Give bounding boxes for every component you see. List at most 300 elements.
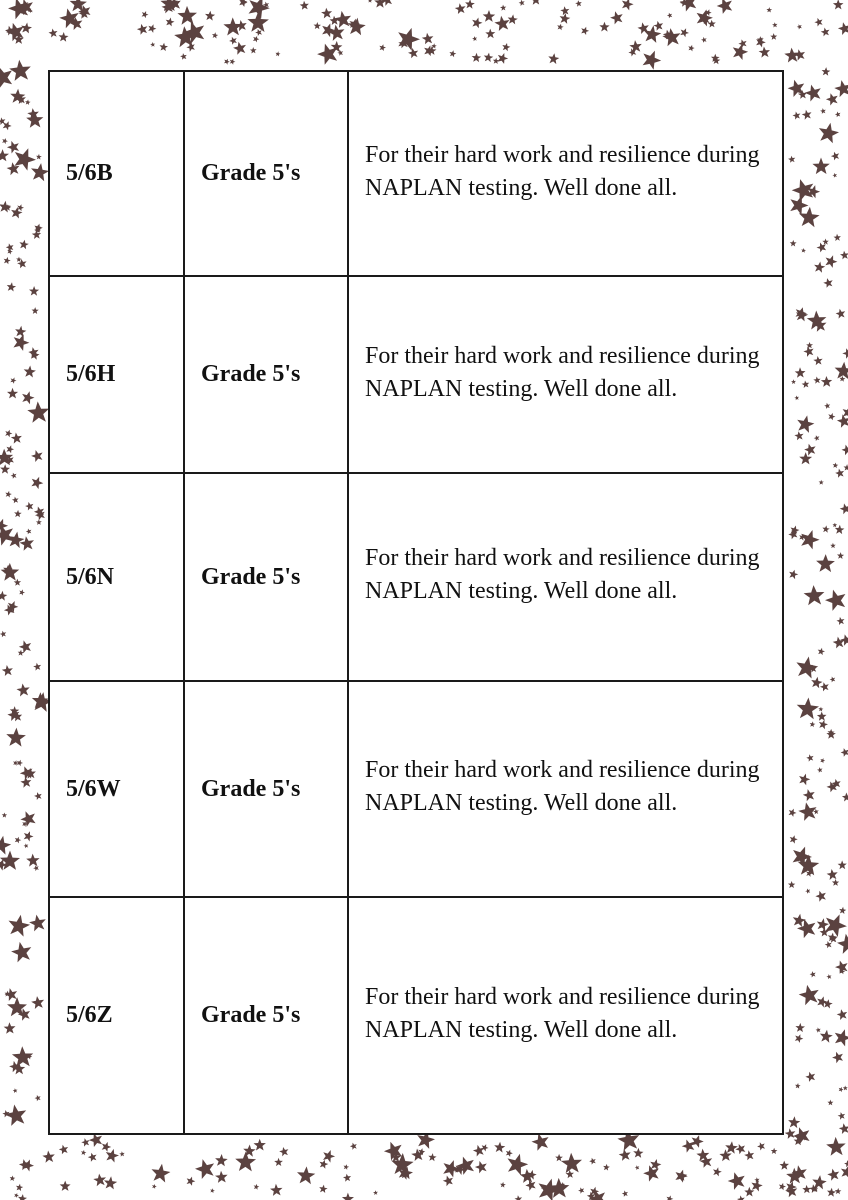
star-icon bbox=[11, 433, 22, 444]
star-icon bbox=[817, 712, 827, 721]
star-icon bbox=[766, 7, 772, 12]
star-icon bbox=[270, 1184, 283, 1196]
star-icon bbox=[738, 39, 746, 48]
star-icon bbox=[250, 47, 257, 54]
star-icon bbox=[368, 0, 373, 3]
star-icon bbox=[484, 53, 494, 63]
star-icon bbox=[25, 502, 33, 511]
star-icon bbox=[343, 1174, 351, 1182]
table-row bbox=[49, 681, 783, 897]
star-icon bbox=[827, 1169, 839, 1181]
star-icon bbox=[13, 1088, 18, 1093]
star-icon bbox=[842, 445, 848, 456]
star-icon bbox=[142, 11, 149, 18]
star-icon bbox=[836, 309, 846, 319]
star-icon bbox=[667, 1195, 674, 1200]
star-icon bbox=[14, 510, 22, 517]
star-icon bbox=[0, 201, 11, 213]
star-icon bbox=[708, 20, 716, 28]
star-icon bbox=[835, 362, 848, 380]
star-icon bbox=[15, 837, 21, 844]
star-icon bbox=[806, 342, 813, 348]
star-icon bbox=[384, 1142, 402, 1161]
star-icon bbox=[10, 377, 16, 383]
star-icon bbox=[20, 811, 35, 827]
star-icon bbox=[578, 1187, 584, 1193]
star-icon bbox=[36, 154, 42, 160]
star-icon bbox=[2, 813, 7, 818]
star-icon bbox=[813, 356, 822, 365]
star-icon bbox=[822, 239, 829, 245]
star-icon bbox=[7, 249, 12, 255]
star-icon bbox=[498, 53, 509, 64]
star-icon bbox=[166, 18, 175, 27]
table-row bbox=[49, 897, 783, 1134]
star-icon bbox=[7, 141, 19, 154]
star-icon bbox=[455, 3, 466, 14]
star-icon bbox=[210, 1188, 215, 1193]
star-icon bbox=[610, 11, 623, 24]
star-icon bbox=[802, 110, 812, 120]
star-icon bbox=[106, 1149, 119, 1163]
star-icon bbox=[834, 80, 848, 97]
star-icon bbox=[667, 13, 672, 19]
star-icon bbox=[322, 23, 335, 37]
star-icon bbox=[818, 648, 825, 655]
star-icon bbox=[0, 591, 7, 601]
star-icon bbox=[794, 431, 803, 440]
grade-cell: Grade 5's bbox=[184, 276, 348, 473]
star-icon bbox=[839, 1087, 844, 1092]
star-icon bbox=[408, 48, 418, 58]
star-icon bbox=[842, 793, 848, 802]
star-icon bbox=[104, 1176, 117, 1189]
star-icon bbox=[835, 112, 841, 118]
star-icon bbox=[735, 1144, 745, 1154]
star-icon bbox=[17, 684, 30, 697]
reason-line: NAPLAN testing. Well done all. bbox=[365, 578, 678, 604]
star-icon bbox=[19, 589, 25, 595]
reason-line: For their hard work and resilience during bbox=[365, 983, 760, 1010]
star-icon bbox=[575, 0, 582, 7]
star-icon bbox=[500, 5, 506, 11]
star-icon bbox=[7, 388, 18, 399]
star-icon bbox=[449, 50, 456, 57]
star-icon bbox=[662, 28, 680, 46]
star-icon bbox=[822, 525, 829, 532]
table-row bbox=[49, 473, 783, 681]
star-icon bbox=[253, 36, 259, 43]
star-icon bbox=[35, 1095, 41, 1101]
star-icon bbox=[838, 1112, 846, 1120]
class-name-cell: 5/6B bbox=[49, 71, 184, 276]
star-icon bbox=[794, 396, 799, 401]
star-icon bbox=[833, 0, 844, 9]
star-icon bbox=[830, 677, 836, 683]
star-icon bbox=[793, 112, 801, 120]
star-icon bbox=[254, 1184, 260, 1190]
star-icon bbox=[688, 45, 694, 52]
star-icon bbox=[4, 1022, 16, 1033]
star-icon bbox=[93, 1174, 106, 1187]
star-icon bbox=[589, 1158, 596, 1165]
star-icon bbox=[428, 1153, 436, 1161]
star-icon bbox=[795, 367, 806, 378]
star-icon bbox=[81, 1150, 86, 1156]
star-icon bbox=[195, 1159, 214, 1179]
star-icon bbox=[737, 1195, 745, 1200]
star-icon bbox=[682, 1140, 695, 1153]
star-icon bbox=[300, 1, 309, 10]
star-icon bbox=[815, 891, 826, 902]
star-icon bbox=[187, 1177, 196, 1186]
star-icon bbox=[796, 657, 818, 679]
star-icon bbox=[830, 543, 836, 548]
star-icon bbox=[21, 23, 32, 34]
star-icon bbox=[560, 13, 571, 24]
star-icon bbox=[29, 915, 46, 932]
reason-cell bbox=[348, 276, 783, 473]
star-icon bbox=[821, 376, 832, 387]
star-icon bbox=[2, 665, 13, 676]
star-icon bbox=[826, 974, 831, 979]
star-icon bbox=[456, 1157, 474, 1175]
star-icon bbox=[825, 941, 832, 948]
star-icon bbox=[629, 40, 642, 52]
star-icon bbox=[838, 22, 848, 35]
star-icon bbox=[36, 519, 42, 525]
star-icon bbox=[59, 32, 69, 42]
star-icon bbox=[2, 138, 8, 144]
star-icon bbox=[12, 497, 19, 504]
star-icon bbox=[255, 29, 262, 36]
star-icon bbox=[827, 1188, 836, 1197]
star-icon bbox=[713, 1167, 722, 1176]
star-icon bbox=[823, 999, 832, 1008]
star-icon bbox=[148, 24, 156, 33]
star-icon bbox=[555, 1154, 563, 1161]
star-icon bbox=[481, 1144, 488, 1151]
star-icon bbox=[802, 381, 810, 389]
star-icon bbox=[297, 1166, 315, 1184]
star-icon bbox=[733, 44, 748, 60]
star-icon bbox=[801, 530, 820, 549]
star-icon bbox=[472, 18, 482, 29]
star-icon bbox=[824, 403, 830, 409]
star-icon bbox=[31, 996, 44, 1009]
star-icon bbox=[344, 1164, 350, 1170]
star-icon bbox=[34, 792, 42, 800]
star-icon bbox=[119, 1151, 124, 1156]
star-icon bbox=[785, 1128, 796, 1139]
star-icon bbox=[443, 1176, 453, 1187]
star-icon bbox=[772, 22, 777, 27]
star-icon bbox=[820, 1030, 833, 1043]
star-icon bbox=[842, 348, 848, 359]
star-icon bbox=[506, 1150, 513, 1157]
star-icon bbox=[25, 100, 31, 106]
grade-cell: Grade 5's bbox=[184, 681, 348, 897]
star-icon bbox=[816, 1027, 821, 1032]
star-icon bbox=[26, 854, 39, 867]
class-name-cell: 5/6H bbox=[49, 276, 184, 473]
star-icon bbox=[532, 1133, 549, 1151]
star-icon bbox=[5, 491, 12, 498]
star-icon bbox=[820, 682, 829, 691]
star-icon bbox=[14, 1193, 19, 1198]
star-icon bbox=[483, 10, 496, 22]
star-icon bbox=[42, 1151, 54, 1163]
star-icon bbox=[465, 0, 475, 9]
star-icon bbox=[11, 473, 17, 479]
star-icon bbox=[508, 14, 518, 24]
star-icon bbox=[7, 282, 16, 291]
star-icon bbox=[485, 29, 495, 39]
star-icon bbox=[622, 1190, 628, 1196]
star-icon bbox=[833, 637, 845, 649]
star-icon bbox=[822, 67, 831, 76]
star-icon bbox=[539, 1179, 561, 1200]
star-icon bbox=[581, 27, 589, 35]
star-icon bbox=[494, 1142, 505, 1153]
star-icon bbox=[814, 435, 820, 441]
star-icon bbox=[215, 1154, 228, 1166]
class-name-cell: 5/6Z bbox=[49, 897, 184, 1134]
star-icon bbox=[88, 1153, 97, 1162]
star-icon bbox=[81, 1138, 89, 1147]
star-icon bbox=[314, 22, 322, 29]
star-icon bbox=[0, 149, 9, 161]
star-icon bbox=[32, 307, 39, 314]
star-icon bbox=[827, 1100, 833, 1106]
star-icon bbox=[224, 59, 230, 65]
star-icon bbox=[814, 18, 822, 27]
star-icon bbox=[650, 1159, 661, 1170]
star-icon bbox=[230, 59, 236, 65]
star-icon bbox=[791, 379, 796, 384]
star-icon bbox=[379, 44, 386, 51]
star-icon bbox=[24, 366, 36, 378]
star-icon bbox=[770, 33, 777, 40]
star-icon bbox=[27, 401, 49, 422]
star-icon bbox=[807, 311, 827, 330]
star-icon bbox=[374, 0, 386, 8]
star-icon bbox=[0, 66, 12, 88]
star-icon bbox=[472, 53, 482, 62]
star-icon bbox=[825, 914, 847, 937]
star-icon bbox=[844, 464, 848, 471]
star-icon bbox=[818, 707, 823, 712]
star-icon bbox=[771, 1148, 778, 1154]
star-icon bbox=[841, 1166, 848, 1179]
grade-cell: Grade 5's bbox=[184, 897, 348, 1134]
star-icon bbox=[89, 1133, 102, 1147]
star-icon bbox=[9, 915, 31, 937]
star-icon bbox=[102, 1142, 112, 1152]
star-icon bbox=[472, 36, 477, 41]
star-icon bbox=[494, 16, 509, 31]
star-icon bbox=[825, 255, 837, 268]
star-icon bbox=[838, 860, 847, 869]
star-icon bbox=[276, 51, 281, 56]
star-icon bbox=[29, 286, 39, 296]
star-icon bbox=[319, 1185, 327, 1193]
star-icon bbox=[797, 24, 802, 29]
star-icon bbox=[475, 1161, 487, 1174]
star-icon bbox=[806, 754, 813, 761]
star-icon bbox=[789, 809, 797, 817]
star-icon bbox=[725, 1141, 738, 1154]
star-icon bbox=[10, 1176, 16, 1182]
star-icon bbox=[759, 47, 770, 58]
star-icon bbox=[205, 11, 215, 21]
star-icon bbox=[827, 869, 838, 880]
star-icon bbox=[500, 1182, 506, 1188]
star-icon bbox=[817, 767, 823, 773]
star-icon bbox=[137, 24, 148, 35]
star-icon bbox=[0, 464, 10, 474]
star-icon bbox=[654, 21, 664, 31]
star-icon bbox=[643, 51, 662, 70]
star-icon bbox=[560, 6, 569, 15]
star-icon bbox=[5, 430, 12, 438]
star-icon bbox=[342, 1193, 354, 1200]
star-icon bbox=[840, 251, 848, 260]
star-icon bbox=[603, 1164, 610, 1171]
star-icon bbox=[619, 1149, 631, 1161]
star-icon bbox=[150, 42, 155, 47]
star-icon bbox=[805, 85, 821, 102]
star-icon bbox=[837, 1009, 848, 1020]
star-icon bbox=[802, 1185, 811, 1193]
star-icon bbox=[833, 523, 838, 528]
star-icon bbox=[22, 391, 34, 404]
star-icon bbox=[728, 1172, 745, 1190]
star-icon bbox=[795, 1083, 801, 1089]
star-icon bbox=[837, 617, 845, 625]
star-icon bbox=[837, 552, 844, 559]
star-icon bbox=[398, 28, 420, 51]
star-icon bbox=[804, 585, 825, 605]
star-icon bbox=[826, 730, 836, 739]
star-icon bbox=[799, 774, 810, 786]
star-icon bbox=[826, 93, 838, 105]
reason-line: NAPLAN testing. Well done all. bbox=[365, 375, 678, 402]
star-icon bbox=[229, 37, 237, 45]
reason-cell bbox=[348, 897, 783, 1134]
star-icon bbox=[701, 37, 707, 43]
reason-line: NAPLAN testing. Well done all. bbox=[365, 790, 678, 816]
star-icon bbox=[160, 43, 169, 51]
star-icon bbox=[820, 758, 825, 763]
star-icon bbox=[744, 1150, 754, 1160]
star-icon bbox=[212, 32, 218, 38]
star-icon bbox=[177, 6, 197, 25]
star-icon bbox=[680, 28, 689, 37]
star-icon bbox=[274, 1158, 283, 1166]
star-icon bbox=[180, 53, 187, 60]
star-icon bbox=[795, 1034, 804, 1043]
star-icon bbox=[18, 1194, 27, 1200]
star-icon bbox=[13, 760, 18, 766]
star-icon bbox=[18, 650, 24, 656]
class-name-cell: 5/6W bbox=[49, 681, 184, 897]
star-icon bbox=[820, 108, 826, 114]
star-icon bbox=[4, 257, 11, 264]
star-icon bbox=[373, 1190, 378, 1195]
star-icon bbox=[833, 463, 839, 469]
reason-cell bbox=[348, 681, 783, 897]
star-icon bbox=[557, 24, 564, 31]
star-icon bbox=[0, 631, 6, 638]
star-icon bbox=[840, 503, 848, 514]
table-row bbox=[49, 276, 783, 473]
awards-table bbox=[48, 70, 784, 1135]
table-row bbox=[49, 71, 783, 276]
star-icon bbox=[832, 1052, 843, 1063]
star-icon bbox=[819, 480, 824, 485]
star-icon bbox=[9, 60, 31, 81]
star-icon bbox=[633, 1148, 643, 1158]
star-icon bbox=[236, 20, 247, 31]
star-icon bbox=[790, 835, 798, 843]
star-icon bbox=[837, 934, 848, 954]
star-icon bbox=[832, 173, 837, 178]
star-icon bbox=[779, 1183, 786, 1190]
grade-cell: Grade 5's bbox=[184, 71, 348, 276]
reason-line: NAPLAN testing. Well done all. bbox=[365, 174, 678, 201]
star-icon bbox=[780, 1161, 790, 1170]
star-icon bbox=[33, 865, 39, 871]
star-icon bbox=[59, 1145, 68, 1155]
star-icon bbox=[843, 1086, 848, 1091]
star-icon bbox=[599, 22, 609, 32]
star-icon bbox=[835, 1029, 848, 1046]
star-icon bbox=[839, 1123, 848, 1134]
star-icon bbox=[837, 414, 848, 427]
star-icon bbox=[816, 554, 835, 572]
star-icon bbox=[502, 43, 510, 51]
star-icon bbox=[508, 1154, 529, 1176]
star-icon bbox=[328, 25, 344, 41]
star-icon bbox=[525, 1180, 535, 1191]
star-icon bbox=[803, 789, 815, 801]
star-icon bbox=[810, 721, 816, 727]
reason-line: For their hard work and resilience during bbox=[365, 342, 760, 369]
star-icon bbox=[152, 1164, 171, 1183]
star-icon bbox=[33, 663, 41, 671]
star-icon bbox=[279, 1147, 288, 1156]
star-icon bbox=[60, 1181, 71, 1191]
star-icon bbox=[799, 452, 812, 464]
star-icon bbox=[635, 1165, 640, 1170]
star-icon bbox=[797, 415, 814, 433]
star-icon bbox=[519, 0, 525, 6]
star-icon bbox=[321, 8, 332, 19]
star-icon bbox=[6, 728, 26, 747]
star-icon bbox=[795, 1023, 805, 1032]
star-icon bbox=[515, 1195, 523, 1200]
star-icon bbox=[320, 1160, 329, 1169]
star-icon bbox=[233, 42, 246, 55]
star-icon bbox=[692, 1135, 704, 1148]
star-icon bbox=[810, 971, 816, 977]
star-icon bbox=[828, 413, 835, 420]
star-icon bbox=[31, 450, 42, 462]
star-icon bbox=[841, 748, 848, 757]
star-icon bbox=[835, 1188, 842, 1194]
star-icon bbox=[803, 346, 813, 357]
